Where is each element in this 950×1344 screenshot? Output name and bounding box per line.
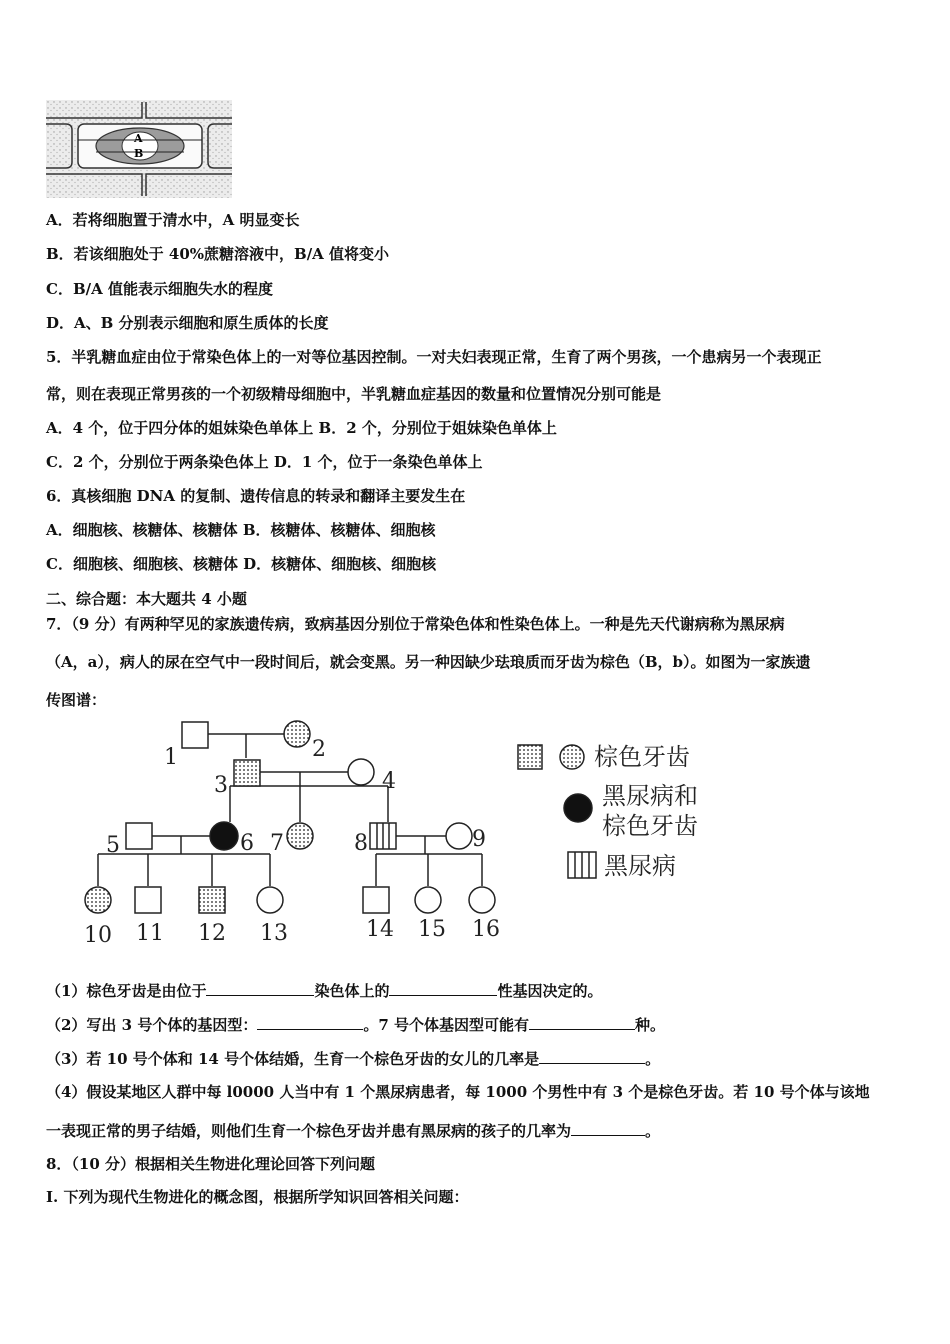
individual-6 — [210, 822, 238, 850]
pedigree-legend — [518, 743, 698, 880]
individual-3 — [234, 760, 260, 786]
q7-stem-line3: 传图谱： — [46, 691, 107, 709]
q8-stem: 8．（10 分）根据相关生物进化理论回答下列问题 — [46, 1155, 376, 1173]
individual-15 — [415, 887, 441, 913]
legend-black-urine: 黑尿病 — [604, 852, 676, 880]
pedigree-number: 16 — [472, 917, 500, 942]
q7-sub4-line1: （4）假设某地区人群中每 l0000 人当中有 1 个黑尿病患者，每 1000 个男性中有 3 个是棕色牙齿。若 10 号个体与该地 — [46, 1083, 870, 1101]
pedigree-number: 4 — [382, 769, 396, 794]
pedigree-number: 5 — [106, 833, 120, 858]
answer-blank[interactable] — [389, 980, 497, 996]
individual-16 — [469, 887, 495, 913]
q7-sub1: （1）棕色牙齿是由位于 染色体上的 性基因决定的。 — [46, 982, 603, 1000]
individual-11 — [135, 887, 161, 913]
individual-1 — [182, 722, 208, 748]
label-a: A — [134, 132, 143, 145]
pedigree-number: 6 — [240, 831, 254, 856]
q7-sub2: （2）写出 3 号个体的基因型： 。7 号个体基因型可能有 种。 — [46, 1016, 666, 1034]
pedigree-number: 7 — [270, 831, 284, 856]
q7-sub4-line2: 一表现正常的男子结婚，则他们生育一个棕色牙齿并患有黑尿病的孩子的几率为 。 — [46, 1122, 661, 1140]
q6-options-ab: A．细胞核、核糖体、核糖体 B．核糖体、核糖体、细胞核 — [46, 521, 436, 539]
pedigree-number: 11 — [136, 921, 164, 946]
pedigree-number: 10 — [84, 923, 112, 948]
q4-option-a: A．若将细胞置于清水中，A 明显变长 — [46, 211, 300, 229]
individual-13 — [257, 887, 283, 913]
q5-stem-line1: 5．半乳糖血症由位于常染色体上的一对等位基因控制。一对夫妇表现正常，生育了两个男孩，一个患病另一个表现正 — [46, 348, 822, 366]
q4-option-c: C．B/A 值能表示细胞失水的程度 — [46, 280, 273, 298]
section-heading: 二、综合题：本大题共 4 小题 — [46, 590, 247, 608]
q5-options-ab: A．4 个，位于四分体的姐妹染色单体上 B．2 个，分别位于姐妹染色单体上 — [46, 419, 557, 437]
individual-12 — [199, 887, 225, 913]
q8-part1: I. 下列为现代生物进化的概念图，根据所学知识回答相关问题： — [46, 1188, 469, 1206]
q7-sub3: （3）若 10 号个体和 14 号个体结婚，生育一个棕色牙齿的女儿的几率是 。 — [46, 1050, 661, 1068]
pedigree-number: 2 — [312, 737, 326, 762]
legend-both-line1: 黑尿病和 — [602, 782, 698, 810]
plant-cell-figure — [46, 100, 232, 198]
individual-10 — [85, 887, 111, 913]
answer-blank[interactable] — [571, 1120, 645, 1136]
q6-stem: 6．真核细胞 DNA 的复制、遗传信息的转录和翻译主要发生在 — [46, 487, 466, 505]
pedigree-number: 14 — [366, 917, 394, 942]
answer-blank[interactable] — [539, 1048, 645, 1064]
individual-4 — [348, 759, 374, 785]
q4-option-d: D．A、B 分别表示细胞和原生质体的长度 — [46, 314, 329, 332]
pedigree-number: 8 — [354, 831, 368, 856]
individual-5 — [126, 823, 152, 849]
pedigree-number: 3 — [214, 773, 228, 798]
q5-options-cd: C．2 个，分别位于两条染色体上 D．1 个，位于一条染色单体上 — [46, 453, 483, 471]
individual-7 — [287, 823, 313, 849]
individual-9 — [446, 823, 472, 849]
legend-both-line2: 棕色牙齿 — [602, 812, 698, 840]
q7-stem-line1: 7．（9 分）有两种罕见的家族遗传病，致病基因分别位于常染色体和性染色体上。一种是先天代谢病称为黑尿病 — [46, 615, 785, 633]
answer-blank[interactable] — [206, 980, 314, 996]
legend-brown-teeth: 棕色牙齿 — [594, 743, 690, 771]
pedigree-number: 9 — [472, 827, 486, 852]
pedigree-number: 12 — [198, 921, 226, 946]
q4-option-b: B．若该细胞处于 40%蔗糖溶液中，B/A 值将变小 — [46, 245, 390, 263]
answer-blank[interactable] — [529, 1014, 635, 1030]
answer-blank[interactable] — [257, 1014, 363, 1030]
label-b: B — [134, 147, 144, 160]
individual-2 — [284, 721, 310, 747]
pedigree-number: 15 — [418, 917, 446, 942]
pedigree-number: 13 — [260, 921, 288, 946]
pedigree-chart — [78, 712, 738, 950]
pedigree-number: 1 — [164, 745, 178, 770]
q7-stem-line2: （A，a），病人的尿在空气中一段时间后，就会变黑。另一种因缺少珐琅质而牙齿为棕色（B，b）。如图为一家族遗 — [46, 653, 811, 671]
individual-14 — [363, 887, 389, 913]
q6-options-cd: C．细胞核、细胞核、核糖体 D．核糖体、细胞核、细胞核 — [46, 555, 437, 573]
q5-stem-line2: 常，则在表现正常男孩的一个初级精母细胞中，半乳糖血症基因的数量和位置情况分别可能是 — [46, 385, 662, 403]
